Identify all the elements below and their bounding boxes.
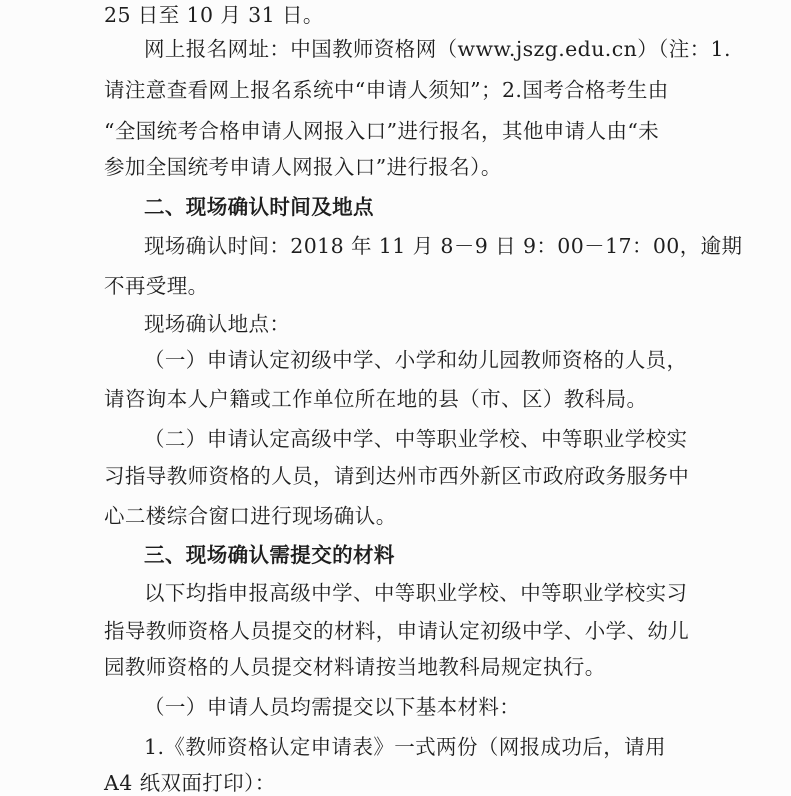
text-line-2: 网上报名网址：中国教师资格网（www.jszg.edu.cn）（注：1. (144, 37, 731, 61)
section-heading-3: 三、现场确认需提交的材料 (144, 543, 395, 567)
text-line-3: 请注意查看网上报名系统中“申请人须知”；2.国考合格考生由 (104, 78, 669, 102)
text-line-10: （一）申请认定初级中学、小学和幼儿园教师资格的人员， (144, 348, 688, 372)
text-line-20: 1.《教师资格认定申请表》一式两份（网报成功后，请用 (144, 735, 666, 759)
text-line-1: 25 日至 10 月 31 日。 (104, 3, 324, 27)
text-line-12: （二）申请认定高级中学、中等职业学校、中等职业学校实 (144, 427, 688, 451)
text-line-5: 参加全国统考申请人网报入口”进行报名）。 (104, 155, 502, 179)
text-line-9: 现场确认地点： (144, 312, 291, 336)
text-line-11: 请咨询本人户籍或工作单位所在地的县（市、区）教科局。 (104, 387, 648, 411)
text-line-16: 以下均指申报高级中学、中等职业学校、中等职业学校实习 (144, 581, 688, 605)
text-line-17: 指导教师资格人员提交的材料，申请认定初级中学、小学、幼儿 (104, 619, 690, 643)
text-line-13: 习指导教师资格的人员，请到达州市西外新区市政府政务服务中 (104, 464, 690, 488)
text-line-7: 现场确认时间：2018 年 11 月 8－9 日 9：00－17：00，逾期 (144, 234, 743, 258)
section-heading-2: 二、现场确认时间及地点 (144, 195, 374, 219)
text-line-18: 园教师资格的人员提交材料请按当地教科局规定执行。 (104, 655, 606, 679)
text-line-4: “全国统考合格申请人网报入口”进行报名，其他申请人由“未 (104, 119, 660, 143)
text-line-21: A4 纸双面打印）： (104, 771, 276, 795)
text-line-14: 心二楼综合窗口进行现场确认。 (104, 504, 397, 528)
text-line-8: 不再受理。 (104, 274, 209, 298)
text-line-19: （一）申请人员均需提交以下基本材料： (144, 695, 521, 719)
